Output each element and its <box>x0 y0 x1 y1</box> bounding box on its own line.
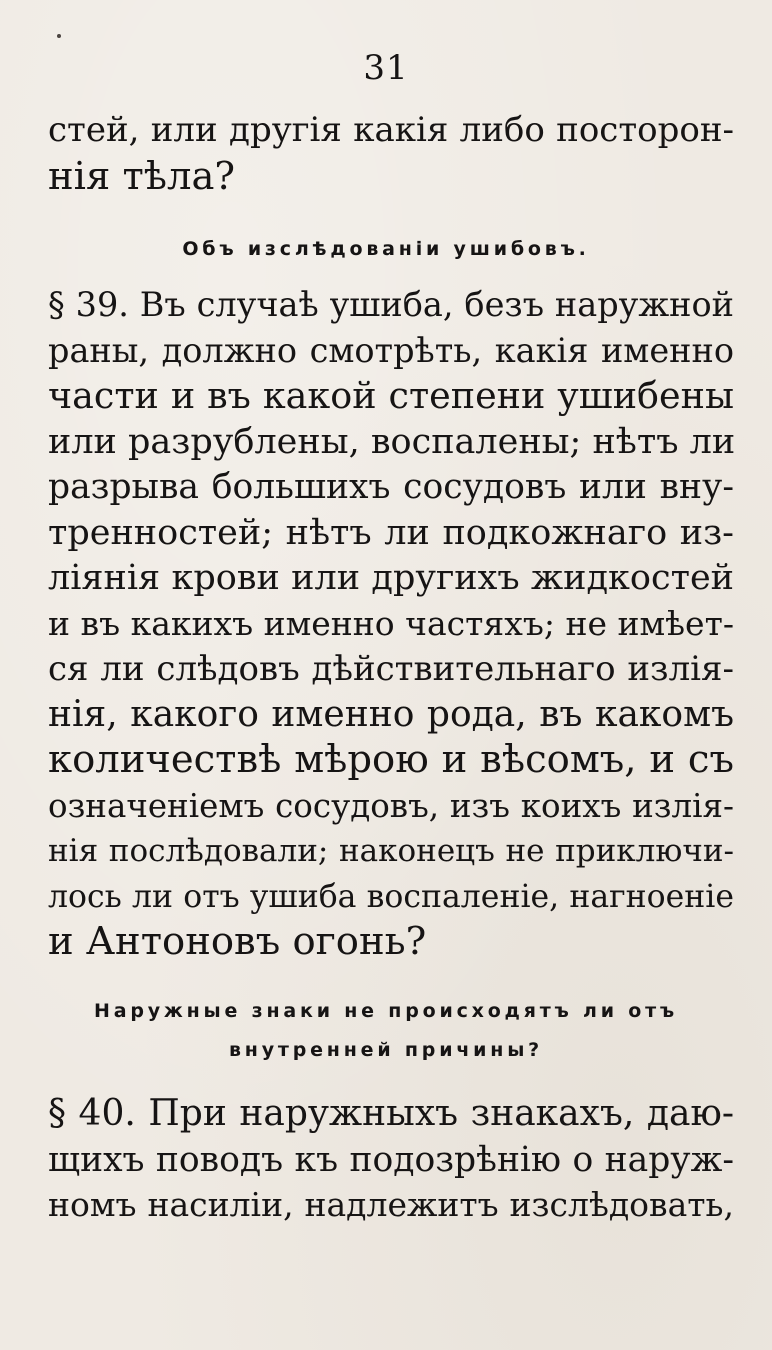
section-39-line: и въ какихъ именно частяхъ; не имѣет- <box>48 604 734 643</box>
section-40-line: § 40. При наружныхъ знакахъ, даю- <box>48 1093 734 1134</box>
section-40-line: щихъ поводъ къ подозрѣнію о наруж- <box>48 1140 734 1180</box>
section-39-line: ліянія крови или другихъ жидкостей <box>48 558 734 598</box>
section-39-line: ся ли слѣдовъ дѣйствительнаго излія- <box>48 649 734 689</box>
section-39-line: количествѣ мѣрою и вѣсомъ, и съ <box>48 737 734 782</box>
section-39-line: разрыва большихъ сосудовъ или вну- <box>48 467 734 507</box>
section-39-line: тренностей; нѣтъ ли подкожнаго из- <box>48 513 734 553</box>
text-line: нія тѣла? <box>48 154 236 199</box>
section-39-line: части и въ какой степени ушибены <box>48 374 734 417</box>
section-39-line: § 39. Въ случаѣ ушиба, безъ наружной <box>48 285 734 324</box>
text-line: стей, или другія какія либо посторон- <box>48 110 734 150</box>
section-heading: внутренней причины? <box>228 1039 544 1061</box>
page-number: 31 <box>363 48 409 88</box>
section-heading: Объ изслѣдованіи ушибовъ. <box>182 238 590 260</box>
ink-fleck <box>57 34 61 38</box>
section-39-line: означеніемъ сосудовъ, изъ коихъ излія- <box>48 787 734 825</box>
section-39-line: или разрублены, воспалены; нѣтъ ли <box>48 422 736 462</box>
section-39-line: нія, какого именно рода, въ какомъ <box>48 694 734 735</box>
section-heading: Наружные знаки не происходятъ ли отъ <box>94 1000 678 1022</box>
section-39-line: раны, должно смотрѣть, какія именно <box>48 331 734 370</box>
section-39-line: лось ли отъ ушиба воспаленіе, нагноеніе <box>48 879 734 915</box>
section-39-line: и Антоновъ огонь? <box>48 919 427 964</box>
section-39-line: нія послѣдовали; наконецъ не приключи- <box>48 833 734 869</box>
section-40-line: номъ насиліи, надлежитъ изслѣдовать, <box>48 1185 734 1224</box>
